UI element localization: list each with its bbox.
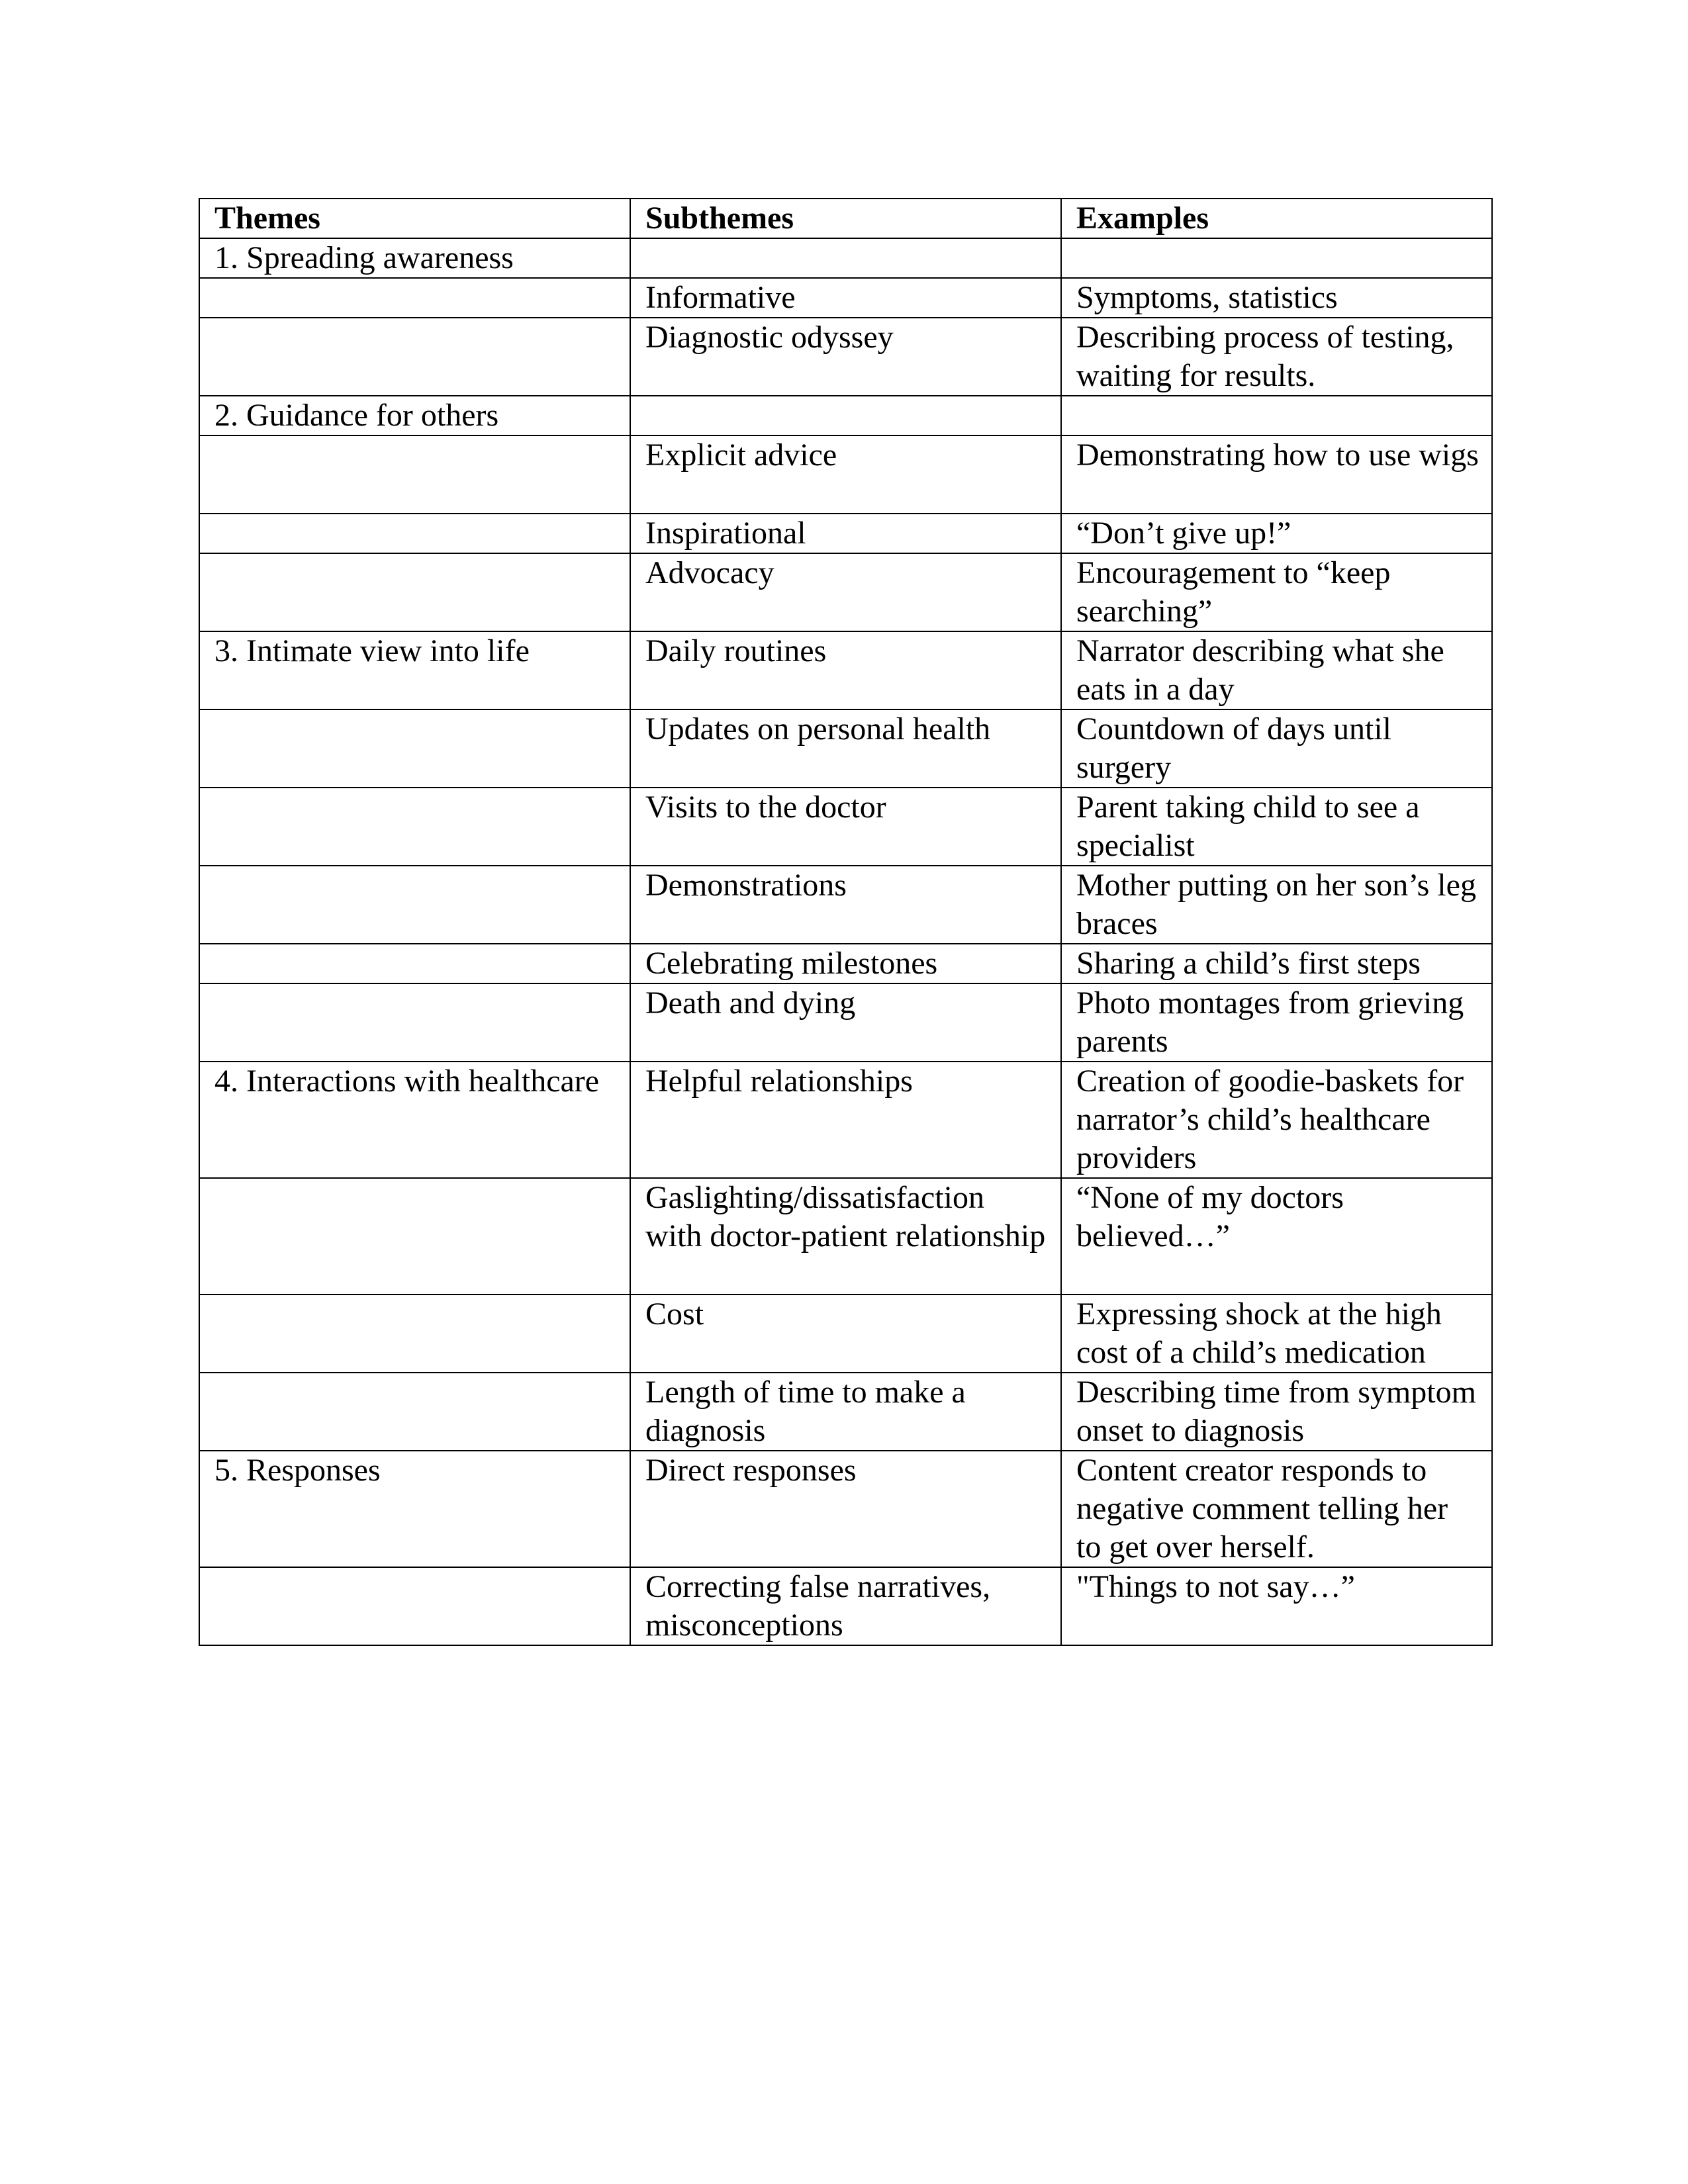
theme-cell xyxy=(199,514,630,553)
subtheme-cell xyxy=(630,631,1061,709)
theme-cell-text: 5. Responses xyxy=(214,1453,381,1488)
example-cell-text: Mother putting on her son’s leg braces xyxy=(1076,868,1476,941)
example-cell-text: Demonstrating how to use wigs xyxy=(1076,437,1479,473)
subtheme-cell xyxy=(630,1062,1061,1178)
example-cell xyxy=(1061,318,1492,396)
example-cell-text: Content creator responds to negative comment telling her to get over herself. xyxy=(1076,1453,1448,1565)
example-cell-text: Describing process of testing, waiting for results. xyxy=(1076,320,1454,393)
example-cell xyxy=(1061,983,1492,1062)
theme-cell xyxy=(199,944,630,983)
subtheme-cell-text: Direct responses xyxy=(645,1453,857,1488)
subtheme-cell xyxy=(630,1451,1061,1567)
themes-table xyxy=(199,198,1493,1646)
subtheme-cell-text: Diagnostic odyssey xyxy=(645,320,894,355)
example-cell xyxy=(1061,238,1492,278)
subtheme-cell-text: Gaslighting/dissatisfaction with doctor-patient relationship xyxy=(645,1180,1046,1253)
example-cell xyxy=(1061,1178,1492,1295)
subtheme-cell xyxy=(630,396,1061,435)
table-row xyxy=(199,396,1492,435)
subtheme-cell xyxy=(630,1295,1061,1373)
subtheme-cell-text: Cost xyxy=(645,1297,704,1332)
header-subthemes: Subthemes xyxy=(630,199,1061,238)
theme-cell-text: 3. Intimate view into life xyxy=(214,633,530,668)
table-row xyxy=(199,1295,1492,1373)
table-row xyxy=(199,1567,1492,1645)
table-row xyxy=(199,944,1492,983)
theme-cell xyxy=(199,435,630,514)
theme-cell-text: 1. Spreading awareness xyxy=(214,240,514,275)
table-row xyxy=(199,788,1492,866)
header-row xyxy=(199,199,1492,238)
subtheme-cell-text: Explicit advice xyxy=(645,437,837,473)
subtheme-cell xyxy=(630,788,1061,866)
subtheme-cell-text: Demonstrations xyxy=(645,868,847,903)
subtheme-cell xyxy=(630,1178,1061,1295)
header-themes: Themes xyxy=(199,199,630,238)
example-cell-text: Photo montages from grieving parents xyxy=(1076,985,1464,1059)
example-cell-text: “Don’t give up!” xyxy=(1076,516,1291,551)
example-cell-text: Creation of goodie-baskets for narrator’s child’s healthcare providers xyxy=(1076,1064,1464,1175)
theme-cell xyxy=(199,553,630,631)
theme-cell xyxy=(199,866,630,944)
table-row xyxy=(199,1451,1492,1567)
subtheme-cell-text: Death and dying xyxy=(645,985,856,1021)
theme-cell xyxy=(199,396,630,435)
example-cell-text: Sharing a child’s first steps xyxy=(1076,946,1421,981)
subtheme-cell xyxy=(630,238,1061,278)
example-cell xyxy=(1061,553,1492,631)
subtheme-cell-text: Advocacy xyxy=(645,555,774,590)
subtheme-cell-text: Daily routines xyxy=(645,633,827,668)
theme-cell xyxy=(199,983,630,1062)
theme-cell-text: 4. Interactions with healthcare xyxy=(214,1064,600,1099)
subtheme-cell xyxy=(630,318,1061,396)
subtheme-cell xyxy=(630,709,1061,788)
example-cell xyxy=(1061,788,1492,866)
subtheme-cell xyxy=(630,983,1061,1062)
example-cell xyxy=(1061,1295,1492,1373)
subtheme-cell-text: Celebrating milestones xyxy=(645,946,938,981)
table-row xyxy=(199,278,1492,318)
example-cell xyxy=(1061,1567,1492,1645)
example-cell xyxy=(1061,1451,1492,1567)
example-cell xyxy=(1061,631,1492,709)
theme-cell xyxy=(199,278,630,318)
theme-cell xyxy=(199,1295,630,1373)
theme-cell xyxy=(199,1373,630,1451)
subtheme-cell-text: Visits to the doctor xyxy=(645,790,886,825)
table-row xyxy=(199,318,1492,396)
subtheme-cell-text: Inspirational xyxy=(645,516,806,551)
example-cell-text: Expressing shock at the high cost of a child’s medication xyxy=(1076,1297,1442,1370)
theme-cell xyxy=(199,709,630,788)
table-row xyxy=(199,983,1492,1062)
table-row xyxy=(199,514,1492,553)
theme-cell xyxy=(199,1062,630,1178)
subtheme-cell xyxy=(630,1567,1061,1645)
subtheme-cell xyxy=(630,944,1061,983)
table-row xyxy=(199,1178,1492,1295)
example-cell-text: “None of my doctors believed…” xyxy=(1076,1180,1344,1253)
subtheme-cell-text: Helpful relationships xyxy=(645,1064,913,1099)
header-examples: Examples xyxy=(1061,199,1492,238)
table-row xyxy=(199,1062,1492,1178)
example-cell-text: Describing time from symptom onset to diagnosis xyxy=(1076,1375,1476,1448)
example-cell xyxy=(1061,278,1492,318)
subtheme-cell xyxy=(630,435,1061,514)
example-cell-text: Parent taking child to see a specialist xyxy=(1076,790,1420,863)
table-row xyxy=(199,435,1492,514)
example-cell-text: "Things to not say…” xyxy=(1076,1569,1355,1604)
example-cell-text: Encouragement to “keep searching” xyxy=(1076,555,1391,629)
table-row xyxy=(199,709,1492,788)
subtheme-cell xyxy=(630,514,1061,553)
theme-cell-text: 2. Guidance for others xyxy=(214,398,499,433)
subtheme-cell-text: Length of time to make a diagnosis xyxy=(645,1375,966,1448)
theme-cell xyxy=(199,1451,630,1567)
example-cell xyxy=(1061,435,1492,514)
example-cell xyxy=(1061,396,1492,435)
example-cell xyxy=(1061,709,1492,788)
table-row xyxy=(199,553,1492,631)
theme-cell xyxy=(199,318,630,396)
example-cell xyxy=(1061,1373,1492,1451)
theme-cell xyxy=(199,1567,630,1645)
subtheme-cell-text: Informative xyxy=(645,280,796,315)
theme-cell xyxy=(199,788,630,866)
example-cell-text: Narrator describing what she eats in a day xyxy=(1076,633,1444,707)
example-cell xyxy=(1061,866,1492,944)
table-row xyxy=(199,631,1492,709)
example-cell-text: Symptoms, statistics xyxy=(1076,280,1338,315)
subtheme-cell xyxy=(630,1373,1061,1451)
subtheme-cell xyxy=(630,278,1061,318)
theme-cell xyxy=(199,238,630,278)
theme-cell xyxy=(199,631,630,709)
subtheme-cell-text: Updates on personal health xyxy=(645,711,991,747)
example-cell xyxy=(1061,944,1492,983)
subtheme-cell xyxy=(630,553,1061,631)
example-cell xyxy=(1061,1062,1492,1178)
table-body xyxy=(199,238,1492,1645)
subtheme-cell xyxy=(630,866,1061,944)
example-cell xyxy=(1061,514,1492,553)
theme-cell xyxy=(199,1178,630,1295)
example-cell-text: Countdown of days until surgery xyxy=(1076,711,1391,785)
subtheme-cell-text: Correcting false narratives, misconceptions xyxy=(645,1569,991,1643)
table-row xyxy=(199,866,1492,944)
table-row xyxy=(199,238,1492,278)
table-row xyxy=(199,1373,1492,1451)
